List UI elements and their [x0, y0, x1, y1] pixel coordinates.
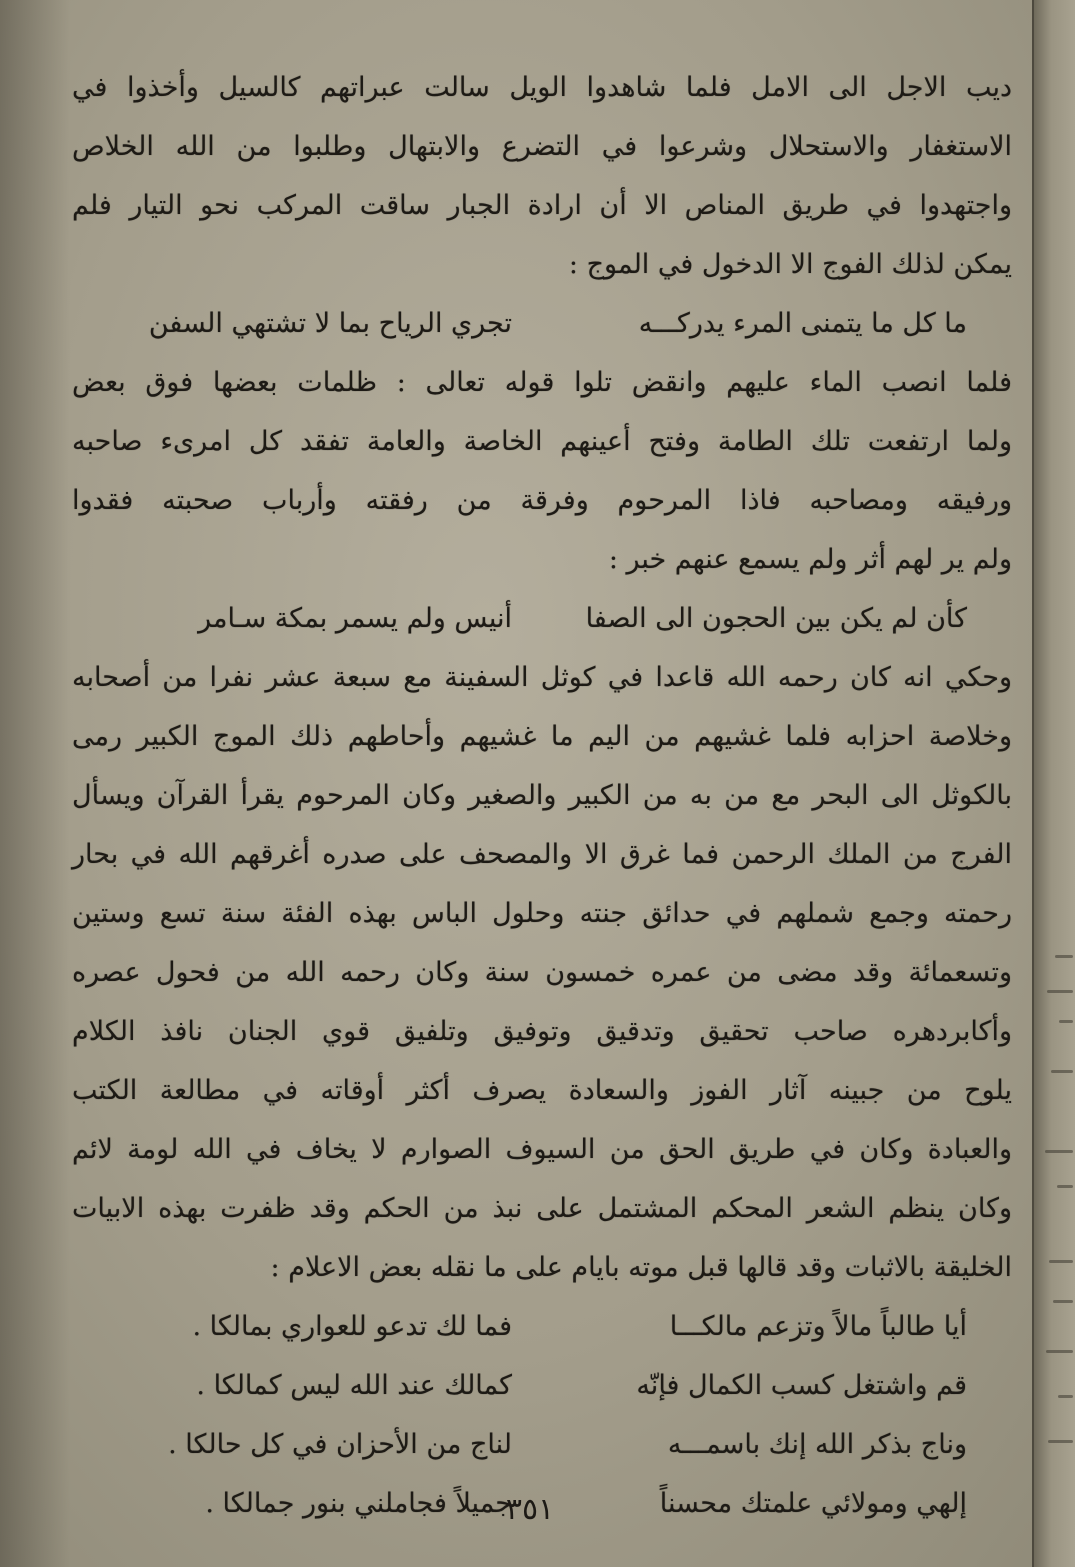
adjacent-page-edge [1032, 0, 1075, 1567]
paragraph-line: رحمته وجمع شملهم في حدائق جنته وحلول الباس بهذه الفئة سنة تسع وستين [72, 898, 1012, 929]
verse-first-hemistich: إلهي ومولائي علمتك محسناً [659, 1488, 967, 1519]
paragraph-line: واجتهدوا في طريق المناص الا أن ارادة الجبار ساقت المركب نحو التيار فلم [72, 190, 1012, 221]
poem-verse [72, 1356, 1012, 1415]
paragraph-line: الخليقة بالاثبات وقد قالها قبل موته بايام على ما نقله بعض الاعلام : [270, 1252, 1012, 1283]
page-number: ٣٥١ [505, 1492, 555, 1527]
verse-second-hemistich: لناج من الأحزان في كل حالكا . [168, 1429, 512, 1460]
poem-verse [72, 1297, 1012, 1356]
paragraph-line: والعبادة وكان في طريق الحق من السيوف الصوارم لا يخاف في الله لومة لائم [72, 1134, 1012, 1165]
verse-first-hemistich: وناج بذكر الله إنك باسمـــه [667, 1429, 967, 1460]
verse-first-hemistich: كأن لم يكن بين الحجون الى الصفا [585, 603, 967, 634]
verse-second-hemistich: جميلاً فجاملني بنور جمالكا . [205, 1488, 512, 1519]
verse [72, 294, 1012, 353]
verse-first-hemistich: أيا طالباً مالاً وتزعم مالكـــا [669, 1311, 967, 1342]
paragraph-line: وخلاصة احزابه فلما غشيهم من اليم ما غشيهم وأحاطهم ذلك الموج الكبير رمى [72, 721, 1012, 752]
verse-second-hemistich: كمالك عند الله ليس كمالكا . [196, 1370, 512, 1401]
paragraph-line: وحكي انه كان رحمه الله قاعدا في كوثل السفينة مع سبعة عشر نفرا من أصحابه [72, 662, 1012, 693]
paragraph-line: وأكابردهره صاحب تحقيق وتدقيق وتوفيق وتلفيق قوي الجنان نافذ الكلام [72, 1016, 1012, 1047]
page-shadow [0, 0, 70, 1567]
paragraph-line: ولما ارتفعت تلك الطامة وفتح أعينهم الخاصة والعامة تفقد كل امرىء صاحبه [72, 426, 1012, 457]
paragraph-line: فلما انصب الماء عليهم وانقض تلوا قوله تعالى : ظلمات بعضها فوق بعض [72, 367, 1012, 398]
paragraph-line: ولم ير لهم أثر ولم يسمع عنهم خبر : [608, 544, 1012, 575]
verse-second-hemistich: تجري الرياح بما لا تشتهي السفن [148, 308, 512, 339]
paragraph-line: بالكوثل الى البحر مع من به من الكبير والصغير وكان المرحوم يقرأ القرآن ويسأل [72, 780, 1012, 811]
page-body [72, 58, 1012, 1533]
verse-first-hemistich: ما كل ما يتمنى المرء يدركـــه [638, 308, 967, 339]
poem-verse [72, 1415, 1012, 1474]
verse-second-hemistich: أنيس ولم يسمر بمكة سـامر [198, 603, 512, 634]
paragraph-line: يلوح من جبينه آثار الفوز والسعادة يصرف أكثر أوقاته في مطالعة الكتب [72, 1075, 1012, 1106]
paragraph-line: ورفيقه ومصاحبه فاذا المرحوم وفرقة من رفقته وأرباب صحبته فقدوا [72, 485, 1012, 516]
paragraph-line: يمكن لذلك الفوج الا الدخول في الموج : [568, 249, 1012, 280]
verse-second-hemistich: فما لك تدعو للعواري بمالكا . [192, 1311, 512, 1342]
paragraph-line: الفرج من الملك الرحمن فما غرق الا والمصحف على صدره أغرقهم الله في بحار [72, 839, 1012, 870]
paragraph-line: وتسعمائة وقد مضى من عمره خمسون سنة وكان رحمه الله من فحول عصره [72, 957, 1012, 988]
paragraph-line: وكان ينظم الشعر المحكم المشتمل على نبذ من الحكم وقد ظفرت بهذه الابيات [72, 1193, 1012, 1224]
verse [72, 589, 1012, 648]
paragraph-line: الاستغفار والاستحلال وشرعوا في التضرع والابتهال وطلبوا من الله الخلاص [72, 131, 1012, 162]
paragraph-line: ديب الاجل الى الامل فلما شاهدوا الويل سالت عبراتهم كالسيل وأخذوا في [72, 72, 1012, 103]
verse-first-hemistich: قم واشتغل كسب الكمال فإنّه [636, 1370, 967, 1401]
